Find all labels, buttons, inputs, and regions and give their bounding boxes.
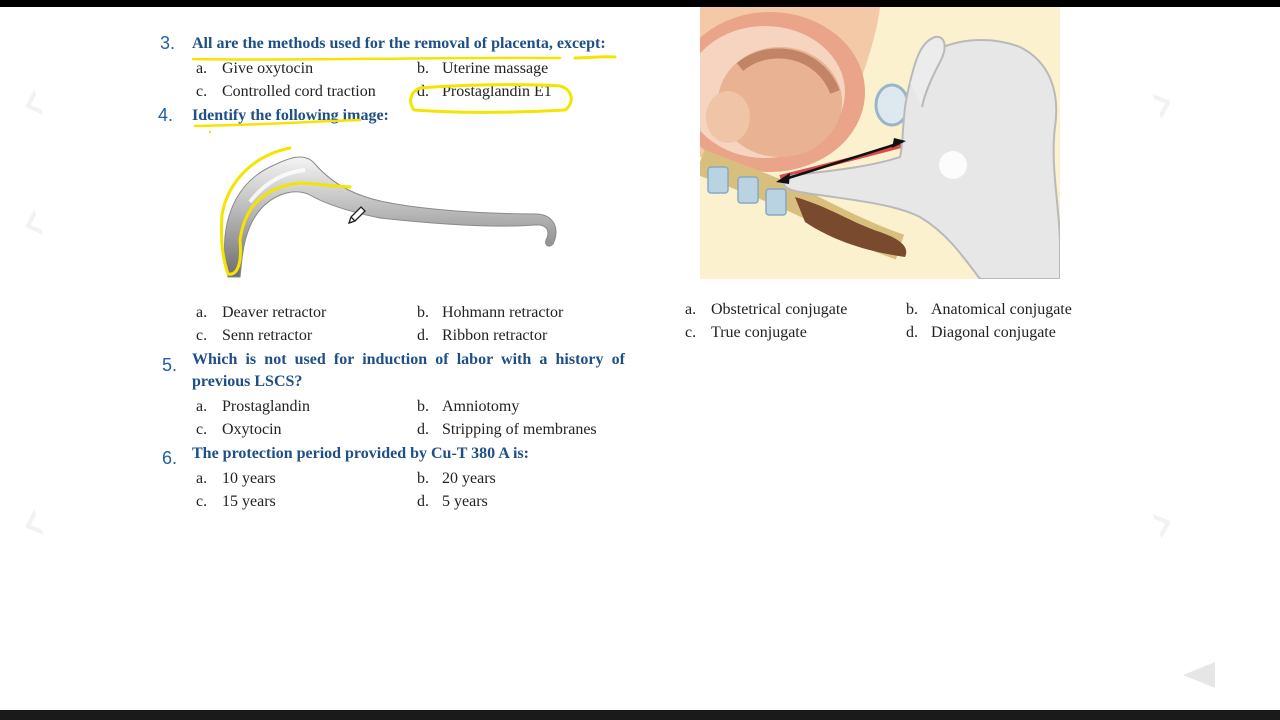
q3-option-d-letter: d. (417, 83, 429, 100)
document-page (0, 7, 1215, 710)
q6-option-c-letter: c. (196, 493, 208, 510)
conjugate-option-b-letter: b. (906, 301, 918, 318)
q6-option-c: 15 years (222, 493, 276, 510)
conjugate-option-d-letter: d. (906, 324, 918, 341)
q4-option-a-letter: a. (196, 304, 208, 321)
slide-arrow-icon[interactable] (1183, 662, 1215, 688)
pelvic-examination-illustration (700, 7, 1060, 279)
q6-number: 6. (162, 448, 178, 468)
q4-option-a: Deaver retractor (222, 304, 327, 321)
q5-question-line1: Which is not used for induction of labor with a history of (192, 351, 625, 368)
q3-option-c-letter: c. (196, 83, 208, 100)
q5-option-c-letter: c. (196, 421, 208, 438)
q6-option-b-letter: b. (417, 470, 429, 487)
q3-option-b: Uterine massage (442, 60, 549, 77)
q3-option-a: Give oxytocin (222, 60, 314, 77)
watermark-chevron: › (1138, 485, 1186, 559)
retractor-image (210, 142, 570, 292)
q4-option-d-letter: d. (417, 327, 429, 344)
q5-question-line2: previous LSCS? (192, 373, 303, 390)
q4-number: 4. (158, 105, 174, 125)
q5-option-d-letter: d. (417, 421, 429, 438)
conjugate-option-a: Obstetrical conjugate (711, 301, 848, 318)
q5-option-c: Oxytocin (222, 421, 282, 438)
conjugate-option-b: Anatomical conjugate (931, 301, 1072, 318)
q6-option-a: 10 years (222, 470, 276, 487)
watermark-chevron: ‹ (8, 485, 56, 559)
q3-option-c: Controlled cord traction (222, 83, 376, 100)
q6-option-d-letter: d. (417, 493, 429, 510)
watermark-chevron: ‹ (8, 65, 56, 139)
watermark-chevron: ‹ (8, 185, 56, 259)
q6-option-d: 5 years (442, 493, 488, 510)
conjugate-option-c: True conjugate (711, 324, 807, 341)
q3-option-d: Prostaglandin E1 (442, 83, 552, 100)
q4-option-c-letter: c. (196, 327, 208, 344)
watermark-chevron: › (1138, 65, 1186, 139)
q5-number: 5. (162, 355, 178, 375)
q4-option-c: Senn retractor (222, 327, 313, 344)
pencil-cursor-icon (346, 204, 368, 226)
q5-option-b-letter: b. (417, 398, 429, 415)
q4-option-b: Hohmann retractor (442, 304, 564, 321)
q4-option-b-letter: b. (417, 304, 429, 321)
q3-number: 3. (160, 33, 176, 53)
q6-question: The protection period provided by Cu-T 380 A is: (192, 445, 529, 462)
conjugate-option-d: Diagonal conjugate (931, 324, 1056, 341)
q6-option-a-letter: a. (196, 470, 208, 487)
q4-option-d: Ribbon retractor (442, 327, 548, 344)
q3-question: All are the methods used for the removal of placenta, except: (192, 35, 606, 52)
q6-option-b: 20 years (442, 470, 496, 487)
page-edge (1215, 7, 1280, 710)
q4-question: Identify the following image: (192, 107, 389, 124)
q5-option-b: Amniotomy (442, 398, 520, 415)
conjugate-option-c-letter: c. (685, 324, 697, 341)
conjugate-option-a-letter: a. (685, 301, 697, 318)
q5-option-d: Stripping of membranes (442, 421, 597, 438)
q5-option-a-letter: a. (196, 398, 208, 415)
q3-option-b-letter: b. (417, 60, 429, 77)
q3-option-a-letter: a. (196, 60, 208, 77)
q5-option-a: Prostaglandin (222, 398, 310, 415)
bottom-bar (0, 710, 1280, 720)
